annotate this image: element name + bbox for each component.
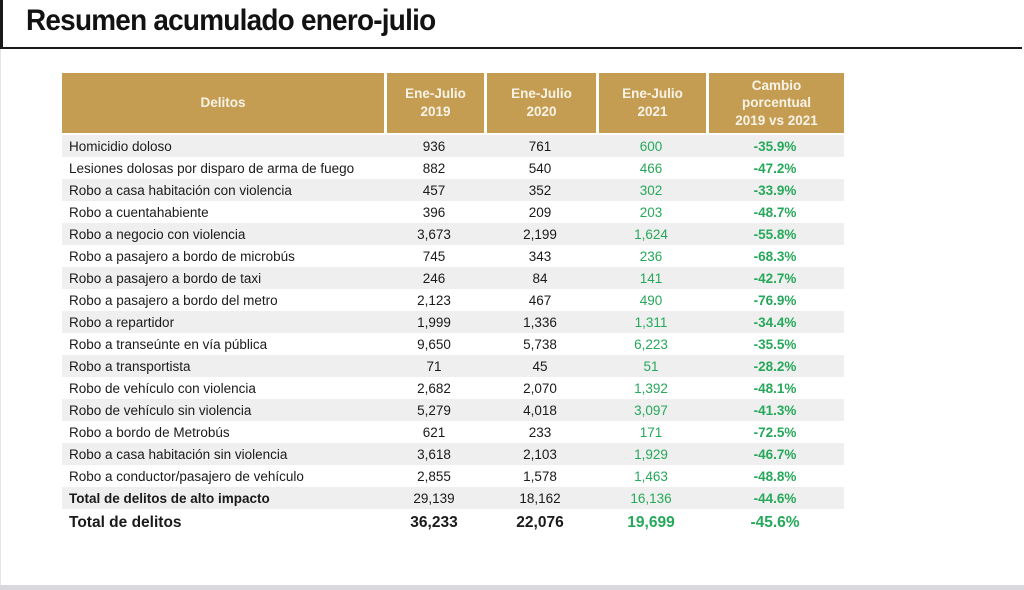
table-body	[62, 135, 844, 536]
cell-value-2019: 9,650	[417, 336, 451, 352]
cell-value-2019: 36,233	[410, 513, 458, 531]
cell-value-2021: 236	[639, 248, 663, 264]
table-row	[62, 311, 844, 333]
header-row	[62, 73, 844, 135]
cell-value-2019: 71	[426, 358, 442, 374]
title-left-bar	[0, 0, 3, 49]
cell-crime-label: Robo a conductor/pasajero de vehículo	[69, 468, 304, 484]
table-row	[62, 157, 844, 179]
cell-value-2021: 171	[639, 424, 663, 440]
cell-value-2021: 16,136	[630, 490, 672, 506]
cell-value-2020: 45	[532, 358, 548, 374]
cell-percent-change: -34.4%	[753, 314, 797, 330]
table-header	[62, 73, 844, 135]
cell-value-2019: 1,999	[417, 314, 451, 330]
cell-value-2021: 51	[643, 358, 659, 374]
cell-percent-change: -45.6%	[750, 513, 800, 531]
cell-percent-change: -55.8%	[753, 226, 797, 242]
table-row	[62, 135, 844, 157]
cell-crime-label: Robo de vehículo con violencia	[69, 380, 256, 396]
cell-percent-change: -72.5%	[753, 424, 797, 440]
cell-percent-change: -48.1%	[753, 380, 797, 396]
cell-crime-label: Robo a casa habitación sin violencia	[69, 446, 288, 462]
crime-summary-table	[62, 73, 844, 536]
cell-percent-change: -28.2%	[753, 358, 797, 374]
cell-value-2021: 1,463	[634, 468, 668, 484]
cell-value-2020: 761	[528, 138, 552, 154]
table-row	[62, 443, 844, 465]
cell-value-2020: 2,103	[523, 446, 557, 462]
table-row	[62, 267, 844, 289]
cell-value-2020: 343	[528, 248, 552, 264]
cell-percent-change: -47.2%	[753, 160, 797, 176]
cell-crime-label: Robo a negocio con violencia	[69, 226, 246, 242]
cell-value-2021: 3,097	[634, 402, 668, 418]
table-row	[62, 399, 844, 421]
page-title: Resumen acumulado enero-julio	[26, 4, 436, 37]
cell-crime-label: Robo a cuentahabiente	[69, 204, 209, 220]
slide-left-edge	[0, 0, 1, 590]
table-row	[62, 333, 844, 355]
cell-value-2020: 1,336	[523, 314, 557, 330]
cell-crime-label: Robo a transportista	[69, 358, 191, 374]
cell-value-2020: 18,162	[519, 490, 561, 506]
cell-value-2021: 203	[639, 204, 663, 220]
table-row	[62, 179, 844, 201]
cell-value-2020: 2,070	[523, 380, 557, 396]
cell-percent-change: -35.9%	[753, 138, 797, 154]
table-row	[62, 355, 844, 377]
cell-crime-label: Robo a casa habitación con violencia	[69, 182, 292, 198]
table-row	[62, 487, 844, 509]
cell-crime-label: Robo a pasajero a bordo del metro	[69, 292, 278, 308]
cell-value-2019: 29,139	[413, 490, 455, 506]
cell-value-2020: 2,199	[523, 226, 557, 242]
cell-crime-label: Robo a repartidor	[69, 314, 175, 330]
cell-value-2019: 2,123	[417, 292, 451, 308]
cell-value-2020: 467	[528, 292, 552, 308]
table-row	[62, 509, 844, 536]
cell-crime-label: Robo a pasajero a bordo de taxi	[69, 270, 262, 286]
cell-percent-change: -46.7%	[753, 446, 797, 462]
cell-value-2019: 246	[422, 270, 446, 286]
cell-value-2019: 621	[422, 424, 446, 440]
cell-percent-change: -35.5%	[753, 336, 797, 352]
table-row	[62, 223, 844, 245]
cell-crime-label: Total de delitos	[69, 513, 182, 531]
cell-value-2021: 1,929	[634, 446, 668, 462]
table-row	[62, 421, 844, 443]
cell-value-2021: 6,223	[634, 336, 668, 352]
cell-percent-change: -48.8%	[753, 468, 797, 484]
cell-value-2020: 5,738	[523, 336, 557, 352]
header-ene-julio-2021: Ene-Julio 2021	[596, 73, 706, 135]
cell-value-2019: 882	[422, 160, 446, 176]
table-row	[62, 289, 844, 311]
cell-percent-change: -48.7%	[753, 204, 797, 220]
header-ene-julio-2019: Ene-Julio 2019	[384, 73, 484, 135]
cell-crime-label: Lesiones dolosas por disparo de arma de fuego	[69, 160, 355, 176]
cell-value-2019: 745	[422, 248, 446, 264]
table-row	[62, 465, 844, 487]
cell-value-2021: 141	[639, 270, 663, 286]
cell-percent-change: -41.3%	[753, 402, 797, 418]
header-ene-julio-2020: Ene-Julio 2020	[484, 73, 596, 135]
cell-value-2020: 22,076	[516, 513, 564, 531]
cell-value-2021: 600	[639, 138, 663, 154]
cell-value-2021: 302	[639, 182, 663, 198]
cell-value-2019: 2,855	[417, 468, 451, 484]
cell-value-2019: 936	[422, 138, 446, 154]
cell-crime-label: Robo a bordo de Metrobús	[69, 424, 230, 440]
cell-value-2019: 396	[422, 204, 446, 220]
cell-percent-change: -44.6%	[753, 490, 797, 506]
cell-crime-label: Robo de vehículo sin violencia	[69, 402, 252, 418]
cell-value-2021: 19,699	[627, 513, 675, 531]
cell-value-2019: 5,279	[417, 402, 451, 418]
table-row	[62, 245, 844, 267]
cell-value-2020: 4,018	[523, 402, 557, 418]
header-delitos-line: Delitos	[200, 95, 246, 111]
cell-value-2020: 1,578	[523, 468, 557, 484]
cell-value-2020: 540	[528, 160, 552, 176]
bottom-edge-band	[0, 585, 1024, 590]
cell-value-2020: 233	[528, 424, 552, 440]
cell-crime-label: Robo a transeúnte en vía pública	[69, 336, 268, 352]
cell-crime-label: Homicidio doloso	[69, 138, 172, 154]
cell-value-2019: 457	[422, 182, 446, 198]
table-row	[62, 201, 844, 223]
cell-value-2020: 209	[528, 204, 552, 220]
cell-value-2019: 3,618	[417, 446, 451, 462]
cell-value-2019: 3,673	[417, 226, 451, 242]
cell-value-2021: 1,624	[634, 226, 668, 242]
cell-value-2021: 490	[639, 292, 663, 308]
cell-value-2021: 466	[639, 160, 663, 176]
header-cambio-porcentual: Cambio porcentual 2019 vs 2021	[706, 73, 844, 135]
header-delitos	[62, 73, 384, 135]
table-row	[62, 377, 844, 399]
cell-percent-change: -33.9%	[753, 182, 797, 198]
cell-value-2019: 2,682	[417, 380, 451, 396]
cell-value-2021: 1,392	[634, 380, 668, 396]
cell-percent-change: -42.7%	[753, 270, 797, 286]
cell-value-2021: 1,311	[634, 314, 668, 330]
title-underline	[0, 47, 1022, 49]
cell-value-2020: 84	[532, 270, 548, 286]
cell-crime-label: Robo a pasajero a bordo de microbús	[69, 248, 295, 264]
cell-percent-change: -68.3%	[753, 248, 797, 264]
cell-value-2020: 352	[528, 182, 552, 198]
cell-percent-change: -76.9%	[753, 292, 797, 308]
cell-crime-label: Total de delitos de alto impacto	[69, 490, 270, 506]
